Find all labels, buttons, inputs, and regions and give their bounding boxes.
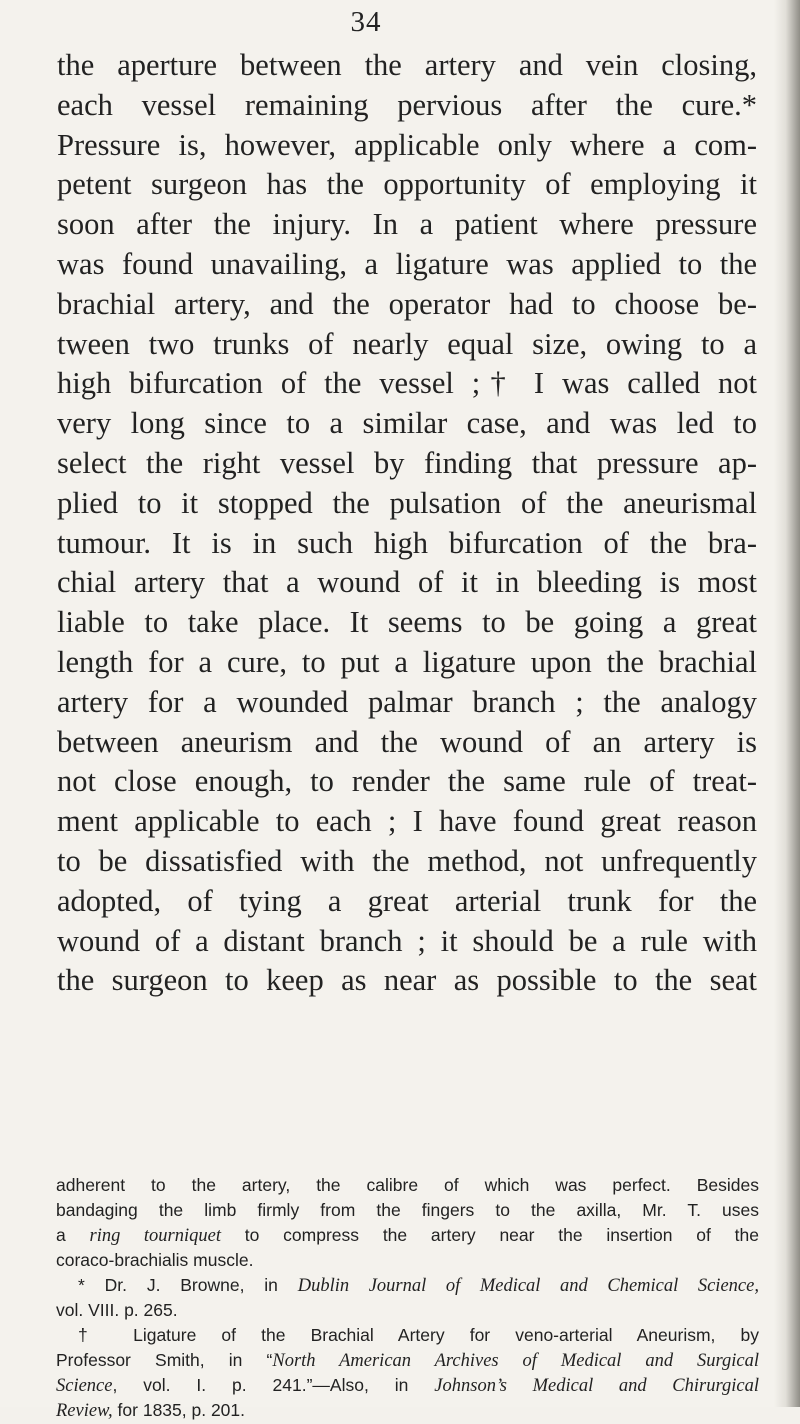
footnote-italic: Review, (56, 1401, 113, 1421)
body-line: the aperture between the artery and vein closing, (57, 48, 757, 82)
body-line: not close enough, to render the same rule of treat- (57, 764, 757, 799)
body-line: plied to it stopped the pulsation of the aneurismal (57, 485, 757, 520)
body-line: chial artery that a wound of it in bleeding is most (57, 565, 757, 600)
body-line: between aneurism and the wound of an artery is (57, 724, 757, 759)
footnote-text: Dr. J. Browne, in (104, 1275, 278, 1295)
footnote-text: a (56, 1225, 66, 1245)
body-line: very long since to a similar case, and was led to (57, 406, 757, 441)
footnote-marker: † (78, 1325, 108, 1345)
footnote-text: for 1835, p. 201. (117, 1400, 246, 1420)
footnote-line: bandaging the limb firmly from the fingers to the axilla, Mr. T. uses (56, 1200, 759, 1220)
body-line: tween two trunks of nearly equal size, owing to a (57, 326, 757, 361)
body-line: wound of a distant branch ; it should be a rule with (57, 923, 757, 958)
body-line: ment applicable to each ; I have found great reason (57, 804, 757, 839)
footnote-dagger (56, 1323, 759, 1348)
footnote-text: to compress the artery near the insertion of the (244, 1225, 759, 1245)
footnote-marker: * (78, 1275, 85, 1295)
body-line: each vessel remaining pervious after the cure.* (57, 87, 757, 122)
footnote-line: coraco-brachialis muscle. (56, 1250, 254, 1270)
body-line: high bifurcation of the vessel ;† I was called not (57, 366, 757, 401)
footnote-italic: ring tourniquet (89, 1226, 221, 1246)
body-line: artery for a wounded palmar branch ; the analogy (57, 684, 757, 719)
body-line: the surgeon to keep as near as possible to the seat (57, 963, 757, 998)
footnote-text: Ligature of the Brachial Artery for veno-arterial Aneurism, by (133, 1325, 759, 1345)
footnote-line (56, 1398, 759, 1423)
body-line: select the right vessel by finding that pressure ap- (57, 445, 757, 480)
body-line: length for a cure, to put a ligature upon the brachial (57, 644, 757, 679)
footnote-line (56, 1373, 759, 1398)
body-line: tumour. It is in such high bifurcation of the bra- (57, 525, 757, 560)
page-number: 34 (350, 6, 382, 38)
footnote-italic: North American Archives of Medical and Surgical (272, 1351, 759, 1371)
footnote-star (56, 1273, 759, 1298)
body-line: liable to take place. It seems to be going a great (57, 605, 757, 640)
body-line: was found unavailing, a ligature was applied to the (57, 246, 757, 281)
body-line: Pressure is, however, applicable only where a com- (57, 127, 757, 162)
footnote-line: adherent to the artery, the calibre of which was perfect. Besides (56, 1175, 759, 1195)
body-text (57, 46, 757, 1001)
body-line: soon after the injury. In a patient where pressure (57, 207, 757, 242)
body-line: adopted, of tying a great arterial trunk for the (57, 883, 757, 918)
footnote-line (56, 1348, 759, 1373)
footnote-text: Professor Smith, in “ (56, 1350, 273, 1370)
body-line: brachial artery, and the operator had to choose be- (57, 286, 757, 321)
footnotes (56, 1173, 759, 1423)
footnote-italic: Johnson’s Medical and Chirurgical (434, 1376, 759, 1396)
footnote-line: vol. VIII. p. 265. (56, 1300, 178, 1320)
footnote-line (56, 1223, 759, 1248)
footnote-italic: Science (56, 1376, 113, 1396)
footnote-text: , vol. I. p. 241.”—Also, in (112, 1375, 409, 1395)
body-line: to be dissatisfied with the method, not unfrequently (57, 843, 757, 878)
footnote-italic: Dublin Journal of Medical and Chemical Science, (297, 1276, 759, 1296)
body-line: petent surgeon has the opportunity of employing it (57, 167, 757, 202)
page-edge-shadow (774, 0, 800, 1407)
